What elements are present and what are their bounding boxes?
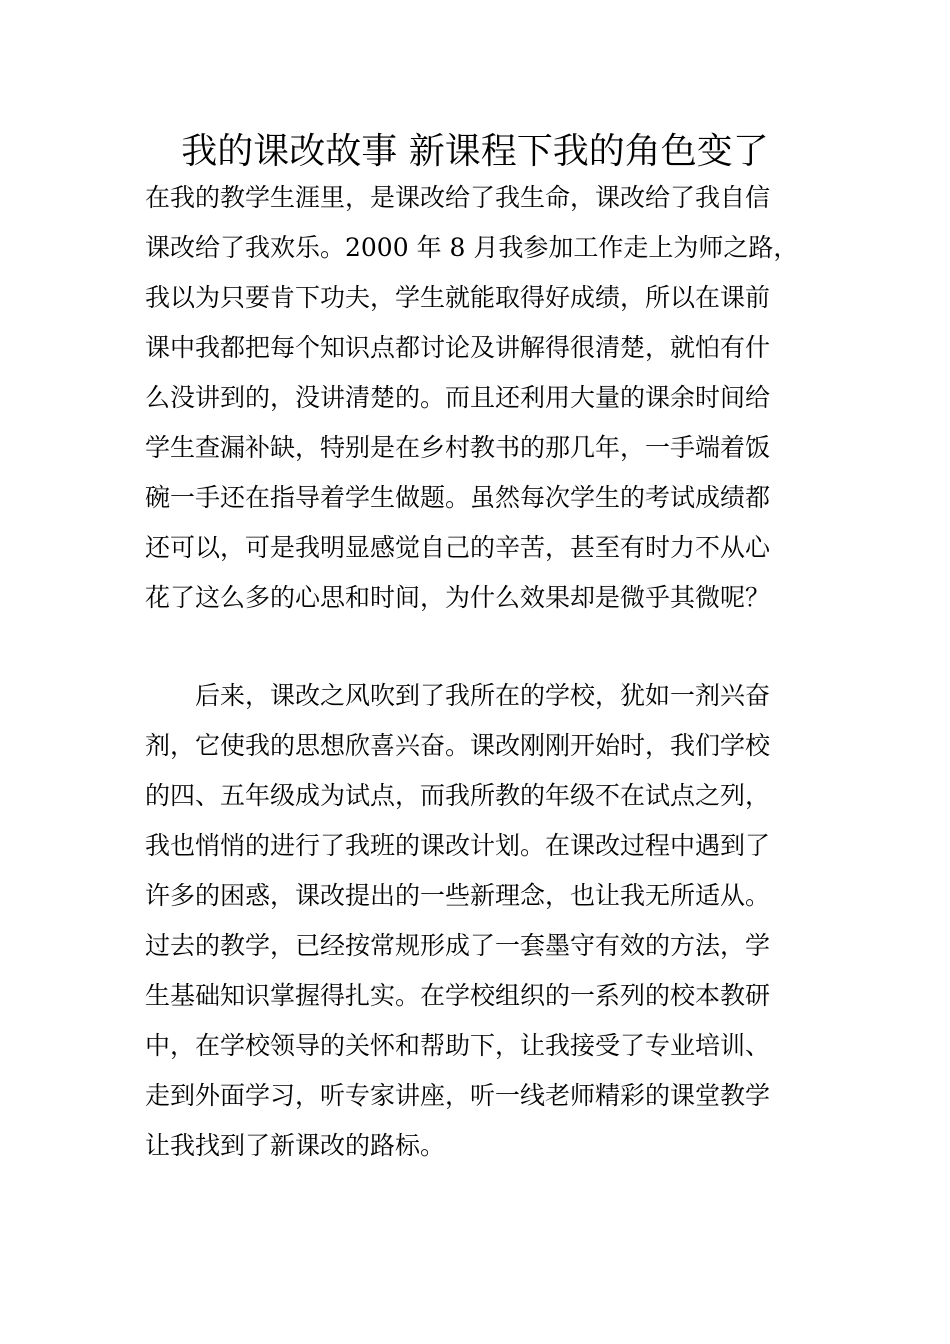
paragraph-2-line-3: 的四、五年级成为试点，而我所教的年级不在试点之列，: [145, 781, 771, 810]
paragraph-1-line-9: 花了这么多的心思和时间，为什么效果却是微乎其微呢？: [145, 583, 771, 612]
paragraph-1-line-2: 课改给了我欢乐。2000 年 8 月我参加工作走上为师之路，: [145, 233, 799, 262]
paragraph-2-line-5: 许多的困惑，课改提出的一些新理念，也让我无所适从。: [145, 881, 771, 910]
paragraph-1-line-5: 么没讲到的，没讲清楚的。而且还利用大量的课余时间给: [145, 383, 771, 412]
paragraph-1-line-4: 课中我都把每个知识点都讨论及讲解得很清楚，就怕有什: [145, 333, 771, 362]
paragraph-2-line-2: 剂，它使我的思想欣喜兴奋。课改刚刚开始时，我们学校: [145, 731, 771, 760]
paragraph-1-line-3: 我以为只要肯下功夫，学生就能取得好成绩，所以在课前: [145, 283, 771, 312]
paragraph-2-line-4: 我也悄悄的进行了我班的课改计划。在课改过程中遇到了: [145, 831, 771, 860]
paragraph-1-line-7: 碗一手还在指导着学生做题。虽然每次学生的考试成绩都: [145, 483, 771, 512]
paragraph-1-line-6: 学生查漏补缺，特别是在乡村教书的那几年，一手端着饭: [145, 433, 771, 462]
paragraph-1-line-8: 还可以，可是我明显感觉自己的辛苦，甚至有时力不从心: [145, 533, 771, 562]
paragraph-2-line-10: 让我找到了新课改的路标。: [145, 1131, 446, 1160]
paragraph-2-line-8: 中，在学校领导的关怀和帮助下，让我接受了专业培训、: [145, 1031, 771, 1060]
paragraph-2-line-6: 过去的教学，已经按常规形成了一套墨守有效的方法，学: [145, 931, 771, 960]
paragraph-1-line-1: 在我的教学生涯里，是课改给了我生命，课改给了我自信: [145, 183, 771, 212]
paragraph-2-line-9: 走到外面学习，听专家讲座，听一线老师精彩的课堂教学: [145, 1081, 771, 1110]
paragraph-2-line-7: 生基础知识掌握得扎实。在学校组织的一系列的校本教研: [145, 981, 771, 1010]
document-title: 我的课改故事 新课程下我的角色变了: [181, 131, 769, 172]
paragraph-2-line-1: 后来，课改之风吹到了我所在的学校，犹如一剂兴奋: [145, 681, 771, 710]
